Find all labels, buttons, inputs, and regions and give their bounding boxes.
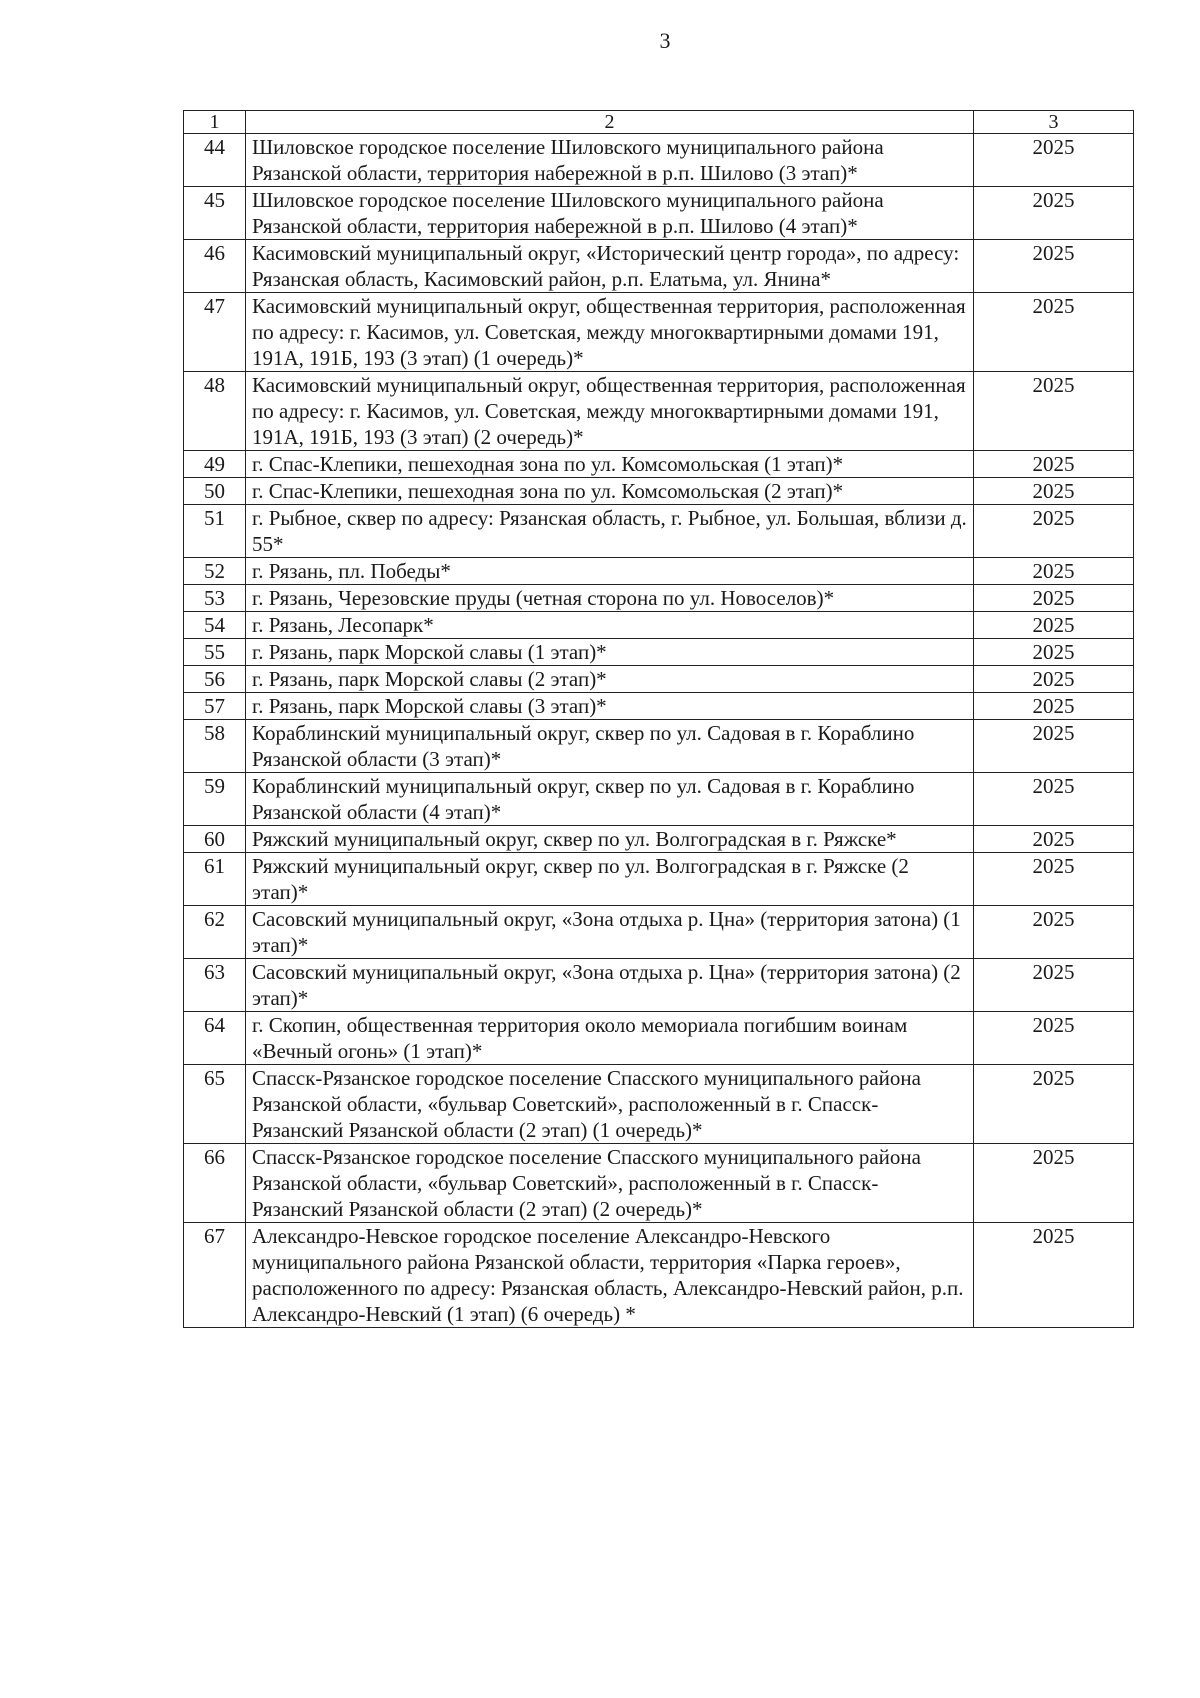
row-number: 51 <box>184 505 246 558</box>
row-description: Ряжский муниципальный округ, сквер по ул. Волгоградская в г. Ряжске* <box>246 826 974 853</box>
row-number: 54 <box>184 612 246 639</box>
row-year: 2025 <box>974 773 1134 826</box>
row-description: г. Рязань, парк Морской славы (1 этап)* <box>246 639 974 666</box>
table-row <box>184 639 1134 666</box>
row-description: Касимовский муниципальный округ, «Исторический центр города», по адресу: Рязанская область, Касимовский район, р.п. Елатьма, ул. Янина* <box>246 240 974 293</box>
header-col-1: 1 <box>184 111 246 134</box>
row-year: 2025 <box>974 826 1134 853</box>
row-number: 63 <box>184 959 246 1012</box>
row-number: 65 <box>184 1065 246 1144</box>
row-description: г. Рязань, парк Морской славы (2 этап)* <box>246 666 974 693</box>
row-year: 2025 <box>974 451 1134 478</box>
table-row <box>184 959 1134 1012</box>
table-row <box>184 585 1134 612</box>
row-description: Ряжский муниципальный округ, сквер по ул. Волгоградская в г. Ряжске (2 этап)* <box>246 853 974 906</box>
table-row <box>184 187 1134 240</box>
row-number: 59 <box>184 773 246 826</box>
table-row <box>184 293 1134 372</box>
row-number: 52 <box>184 558 246 585</box>
row-year: 2025 <box>974 1065 1134 1144</box>
row-year: 2025 <box>974 558 1134 585</box>
row-year: 2025 <box>974 1012 1134 1065</box>
page-number: 3 <box>659 28 671 53</box>
table-body <box>184 134 1134 1328</box>
row-number: 46 <box>184 240 246 293</box>
row-year: 2025 <box>974 666 1134 693</box>
row-description: г. Спас-Клепики, пешеходная зона по ул. Комсомольская (2 этап)* <box>246 478 974 505</box>
row-year: 2025 <box>974 240 1134 293</box>
row-description: Спасск-Рязанское городское поселение Спасского муниципального района Рязанской области, «бульвар Советский», расположенный в г. Спасск-Рязанский Рязанской области (2 этап) (2 очередь)* <box>246 1144 974 1223</box>
row-description: Кораблинский муниципальный округ, сквер по ул. Садовая в г. Кораблино Рязанской области (3 этап)* <box>246 720 974 773</box>
row-description: Сасовский муниципальный округ, «Зона отдыха р. Цна» (территория затона) (2 этап)* <box>246 959 974 1012</box>
row-year: 2025 <box>974 720 1134 773</box>
table-row <box>184 478 1134 505</box>
row-number: 50 <box>184 478 246 505</box>
row-number: 67 <box>184 1223 246 1328</box>
row-number: 57 <box>184 693 246 720</box>
table-row <box>184 451 1134 478</box>
table-row <box>184 720 1134 773</box>
table-row <box>184 826 1134 853</box>
row-description: г. Рязань, Лесопарк* <box>246 612 974 639</box>
row-year: 2025 <box>974 906 1134 959</box>
row-description: Касимовский муниципальный округ, общественная территория, расположенная по адресу: г. Касимов, ул. Советская, между многоквартирными домами 191, 191А, 191Б, 193 (3 этап) (1 очередь)* <box>246 293 974 372</box>
table-header <box>184 111 1134 134</box>
row-description: Сасовский муниципальный округ, «Зона отдыха р. Цна» (территория затона) (1 этап)* <box>246 906 974 959</box>
row-number: 49 <box>184 451 246 478</box>
row-year: 2025 <box>974 585 1134 612</box>
row-description: г. Рязань, пл. Победы* <box>246 558 974 585</box>
table-row <box>184 134 1134 187</box>
table-row <box>184 612 1134 639</box>
row-description: г. Скопин, общественная территория около мемориала погибшим воинам «Вечный огонь» (1 этап)* <box>246 1012 974 1065</box>
row-description: Спасск-Рязанское городское поселение Спасского муниципального района Рязанской области, «бульвар Советский», расположенный в г. Спасск-Рязанский Рязанской области (2 этап) (1 очередь)* <box>246 1065 974 1144</box>
row-year: 2025 <box>974 959 1134 1012</box>
table-row <box>184 1012 1134 1065</box>
table-row <box>184 1144 1134 1223</box>
row-description: г. Рязань, Черезовские пруды (четная сторона по ул. Новоселов)* <box>246 585 974 612</box>
table-row <box>184 558 1134 585</box>
row-year: 2025 <box>974 853 1134 906</box>
row-number: 56 <box>184 666 246 693</box>
row-number: 60 <box>184 826 246 853</box>
row-number: 55 <box>184 639 246 666</box>
row-description: Шиловское городское поселение Шиловского муниципального района Рязанской области, территория набережной в р.п. Шилово (3 этап)* <box>246 134 974 187</box>
table-row <box>184 505 1134 558</box>
row-description: г. Рыбное, сквер по адресу: Рязанская область, г. Рыбное, ул. Большая, вблизи д. 55* <box>246 505 974 558</box>
row-year: 2025 <box>974 693 1134 720</box>
row-number: 44 <box>184 134 246 187</box>
row-year: 2025 <box>974 372 1134 451</box>
row-year: 2025 <box>974 612 1134 639</box>
row-description: Касимовский муниципальный округ, общественная территория, расположенная по адресу: г. Касимов, ул. Советская, между многоквартирными домами 191, 191А, 191Б, 193 (3 этап) (2 очередь)* <box>246 372 974 451</box>
row-year: 2025 <box>974 293 1134 372</box>
row-year: 2025 <box>974 505 1134 558</box>
row-description: Шиловское городское поселение Шиловского муниципального района Рязанской области, территория набережной в р.п. Шилово (4 этап)* <box>246 187 974 240</box>
table-row <box>184 372 1134 451</box>
row-number: 62 <box>184 906 246 959</box>
table-row <box>184 693 1134 720</box>
row-year: 2025 <box>974 134 1134 187</box>
row-description: Кораблинский муниципальный округ, сквер по ул. Садовая в г. Кораблино Рязанской области (4 этап)* <box>246 773 974 826</box>
row-number: 61 <box>184 853 246 906</box>
table-row <box>184 1065 1134 1144</box>
table-row <box>184 773 1134 826</box>
objects-table <box>183 110 1134 1328</box>
row-number: 45 <box>184 187 246 240</box>
header-col-2: 2 <box>246 111 974 134</box>
table-row <box>184 906 1134 959</box>
row-number: 64 <box>184 1012 246 1065</box>
table-row <box>184 853 1134 906</box>
row-year: 2025 <box>974 1223 1134 1328</box>
table-row <box>184 666 1134 693</box>
row-number: 47 <box>184 293 246 372</box>
row-year: 2025 <box>974 187 1134 240</box>
row-year: 2025 <box>974 639 1134 666</box>
row-description: г. Спас-Клепики, пешеходная зона по ул. Комсомольская (1 этап)* <box>246 451 974 478</box>
row-number: 66 <box>184 1144 246 1223</box>
row-number: 58 <box>184 720 246 773</box>
table-row <box>184 1223 1134 1328</box>
row-year: 2025 <box>974 478 1134 505</box>
row-number: 48 <box>184 372 246 451</box>
row-description: Александро-Невское городское поселение Александро-Невского муниципального района Рязанской области, территория «Парка героев», расположенного по адресу: Рязанская область, Александро-Невский район, р.п. Александро-Невский (1 этап) (6 очередь) * <box>246 1223 974 1328</box>
row-description: г. Рязань, парк Морской славы (3 этап)* <box>246 693 974 720</box>
table-row <box>184 240 1134 293</box>
header-row <box>184 111 1134 134</box>
header-col-3: 3 <box>974 111 1134 134</box>
row-year: 2025 <box>974 1144 1134 1223</box>
row-number: 53 <box>184 585 246 612</box>
